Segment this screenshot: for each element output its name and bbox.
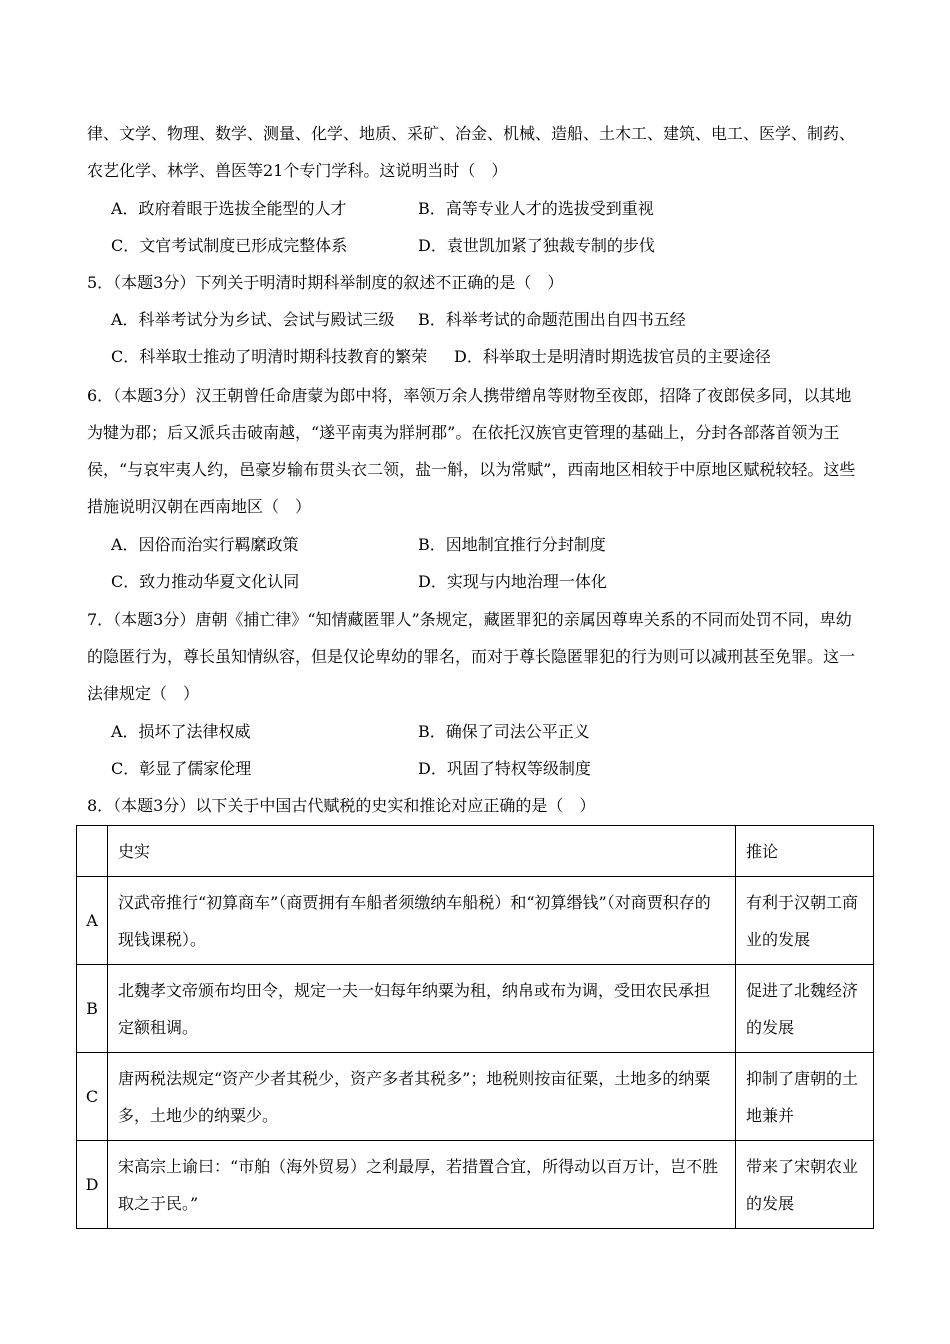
- row-label: A: [77, 877, 108, 965]
- q8-stem: 8．（本题3分）以下关于中国古代赋税的史实和推论对应正确的是（ ）: [87, 796, 596, 815]
- table-header-label: [77, 826, 108, 877]
- q6-option-a[interactable]: A．因俗而治实行羁縻政策: [111, 535, 299, 554]
- table-row: [77, 1141, 874, 1229]
- row-fact: 宋高宗上谕曰：“市舶（海外贸易）之利最厚，若措置合宜，所得动以百万计，岂不胜取之于民。”: [108, 1141, 736, 1229]
- row-inference: 带来了宋朝农业的发展: [736, 1141, 874, 1229]
- q4-option-a[interactable]: A．政府着眼于选拔全能型的人才: [111, 199, 347, 218]
- q5-option-a[interactable]: A．科举考试分为乡试、会试与殿试三级: [111, 310, 395, 329]
- table-header-fact: 史实: [108, 826, 736, 877]
- table-row: [77, 877, 874, 965]
- q4-option-b[interactable]: B．高等专业人才的选拔受到重视: [418, 199, 654, 218]
- table-header-row: [77, 826, 874, 877]
- q5-option-d[interactable]: D．科举取士是明清时期选拔官员的主要途径: [454, 347, 771, 366]
- table-row: [77, 1053, 874, 1141]
- q7-option-a[interactable]: A．损坏了法律权威: [111, 722, 251, 741]
- q5-stem: 5．（本题3分）下列关于明清时期科举制度的叙述不正确的是（ ）: [87, 273, 564, 292]
- q4-stem-continuation: 律、文学、物理、数学、测量、化学、地质、采矿、冶金、机械、造船、土木工、建筑、电工、医学、制药、农艺化学、林学、兽医等21个专门学科。这说明当时（ ）: [87, 124, 856, 180]
- q6-option-b[interactable]: B．因地制宜推行分封制度: [418, 535, 606, 554]
- row-label: C: [77, 1053, 108, 1141]
- q5-option-b[interactable]: B．科举考试的命题范围出自四书五经: [418, 310, 686, 329]
- q7-option-c[interactable]: C．彰显了儒家伦理: [111, 759, 252, 778]
- row-label: D: [77, 1141, 108, 1229]
- q4-option-d[interactable]: D．袁世凯加紧了独裁专制的步伐: [418, 236, 655, 255]
- q7-option-d[interactable]: D．巩固了特权等级制度: [418, 759, 591, 778]
- table-row: [77, 965, 874, 1053]
- row-fact: 北魏孝文帝颁布均田令，规定一夫一妇每年纳粟为租，纳帛或布为调，受田农民承担定额租调。: [108, 965, 736, 1053]
- q8-table: [76, 825, 874, 1229]
- row-fact: 唐两税法规定“资产少者其税少，资产多者其税多”；地税则按亩征粟，土地多的纳粟多，土地少的纳粟少。: [108, 1053, 736, 1141]
- q7-option-b[interactable]: B．确保了司法公平正义: [418, 722, 590, 741]
- row-inference: 抑制了唐朝的土地兼并: [736, 1053, 874, 1141]
- row-label: B: [77, 965, 108, 1053]
- table-header-inference: 推论: [736, 826, 874, 877]
- q5-option-c[interactable]: C．科举取士推动了明清时期科技教育的繁荣: [111, 347, 428, 366]
- q6-stem: 6．（本题3分）汉王朝曾任命唐蒙为郎中将，率领万余人携带缯帛等财物至夜郎，招降了夜郎侯多同，以其地为犍为郡；后又派兵击破南越，“遂平南夷为牂牁郡”。在依托汉族官吏管理的基础上，分封各部落首领为王侯，“与哀牢夷人约，邑豪岁输布贯头衣二领，盐一斛，以为常赋”，西南地区相较于中原地区赋税较轻。这些措施说明汉朝在西南地区（ ）: [87, 386, 856, 516]
- row-inference: 有利于汉朝工商业的发展: [736, 877, 874, 965]
- q6-option-c[interactable]: C．致力推动华夏文化认同: [111, 572, 300, 591]
- row-fact: 汉武帝推行“初算商车”（商贾拥有车船者须缴纳车船税）和“初算缗钱”（对商贾积存的现钱课税）。: [108, 877, 736, 965]
- row-inference: 促进了北魏经济的发展: [736, 965, 874, 1053]
- q7-stem: 7．（本题3分）唐朝《捕亡律》“知情藏匿罪人”条规定，藏匿罪犯的亲属因尊卑关系的不同而处罚不同，卑幼的隐匿行为，尊长虽知情纵容，但是仅论卑幼的罪名，而对于尊长隐匿罪犯的行为则可以减刑甚至免罪。这一法律规定（ ）: [87, 610, 856, 703]
- q6-option-d[interactable]: D．实现与内地治理一体化: [418, 572, 607, 591]
- q4-option-c[interactable]: C．文官考试制度已形成完整体系: [111, 236, 348, 255]
